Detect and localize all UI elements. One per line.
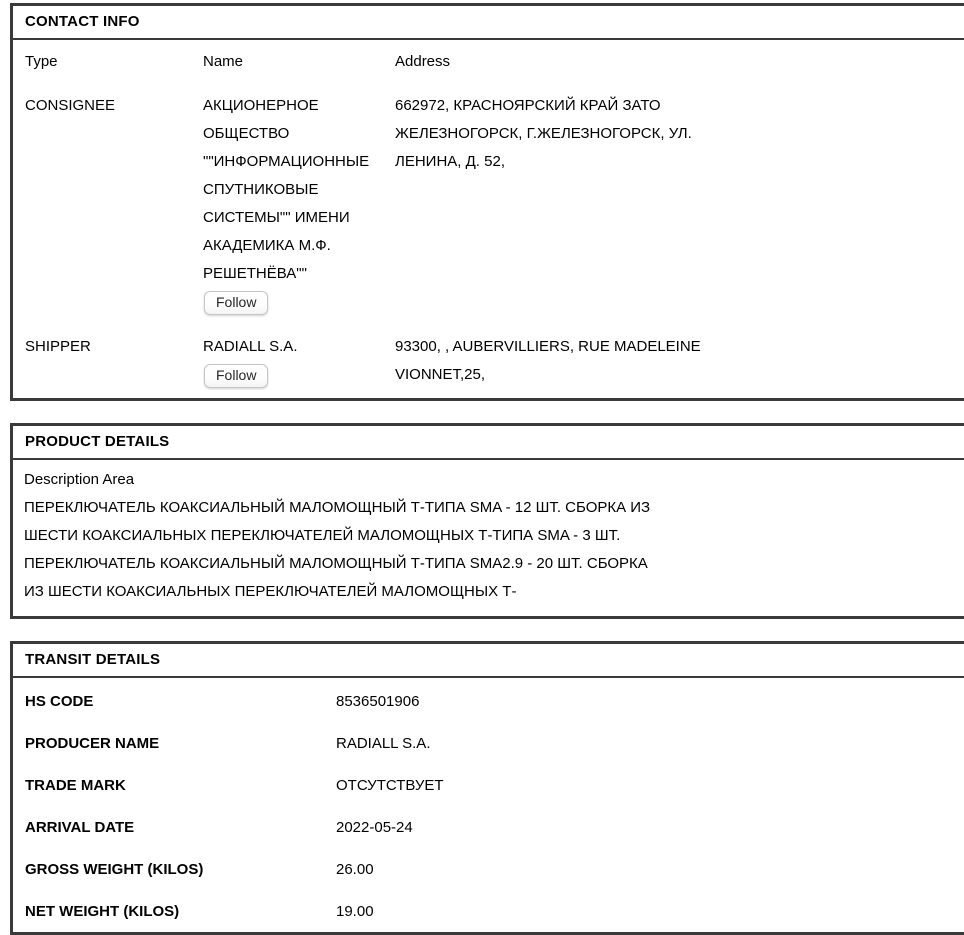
contact-address-shipper: 93300, , AUBERVILLIERS, RUE MADELEINE VIONNET,25, — [395, 338, 701, 383]
column-header-address: Address — [395, 53, 451, 70]
transit-value: 2022-05-24 — [336, 819, 413, 836]
transit-details-section — [10, 641, 964, 935]
contact-info-section — [10, 3, 964, 401]
contact-type-shipper: SHIPPER — [25, 338, 91, 355]
transit-label: ARRIVAL DATE — [25, 819, 135, 836]
transit-label: PRODUCER NAME — [25, 735, 160, 752]
contact-name-cell-shipper — [191, 325, 383, 398]
transit-value: 26.00 — [336, 861, 374, 878]
transit-row-arrival-date — [13, 804, 964, 846]
contact-address-consignee: 662972, КРАСНОЯРСКИЙ КРАЙ ЗАТО ЖЕЛЕЗНОГОРСК, Г.ЖЕЛЕЗНОГОРСК, УЛ. ЛЕНИНА, Д. 52, — [395, 97, 692, 170]
product-details-title: PRODUCT DETAILS — [13, 426, 964, 460]
transit-row-net-weight — [13, 888, 964, 930]
column-header-type: Type — [25, 53, 58, 70]
contact-header-row — [13, 40, 964, 84]
transit-value: RADIALL S.A. — [336, 735, 431, 752]
transit-row-gross-weight — [13, 846, 964, 888]
transit-value: ОТСУТСТВУЕТ — [336, 777, 444, 794]
spacer-cell — [755, 40, 964, 84]
product-details-section — [10, 423, 964, 619]
table-row-consignee — [13, 84, 964, 325]
spacer-cell — [755, 325, 964, 398]
transit-label: NET WEIGHT (KILOS) — [25, 903, 180, 920]
transit-row-hs-code — [13, 678, 964, 720]
contact-name-cell-consignee — [191, 84, 383, 325]
description-area-label: Description Area — [24, 471, 135, 488]
column-header-name: Name — [203, 53, 244, 70]
contact-name-shipper: RADIALL S.A. — [203, 338, 298, 355]
transit-row-producer-name — [13, 720, 964, 762]
transit-value: 8536501906 — [336, 693, 420, 710]
transit-label: GROSS WEIGHT (KILOS) — [25, 861, 204, 878]
contact-table — [13, 40, 964, 398]
contact-name-consignee: АКЦИОНЕРНОЕ ОБЩЕСТВО ""ИНФОРМАЦИОННЫЕ СПУТНИКОВЫЕ СИСТЕМЫ"" ИМЕНИ АКАДЕМИКА М.Ф. РЕШЕТНЁВА"" — [203, 97, 370, 282]
spacer-cell — [755, 84, 964, 325]
follow-button-shipper[interactable]: Follow — [204, 364, 268, 388]
follow-button-consignee[interactable]: Follow — [204, 291, 268, 315]
product-details-body — [13, 460, 964, 616]
contact-type-consignee: CONSIGNEE — [25, 97, 116, 114]
contact-info-title: CONTACT INFO — [13, 6, 964, 40]
transit-label: TRADE MARK — [25, 777, 126, 794]
table-row-shipper — [13, 325, 964, 398]
transit-table — [13, 678, 964, 932]
transit-value: 19.00 — [336, 903, 374, 920]
transit-details-title: TRANSIT DETAILS — [13, 644, 964, 678]
product-description: ПЕРЕКЛЮЧАТЕЛЬ КОАКСИАЛЬНЫЙ МАЛОМОЩНЫЙ Т-ТИПА SMA - 12 ШТ. СБОРКА ИЗ ШЕСТИ КОАКСИАЛЬНЫХ ПЕРЕКЛЮЧАТЕЛЕЙ МАЛОМОЩНЫХ Т-ТИПА SMA - 3 ШТ. ПЕРЕКЛЮЧАТЕЛЬ КОАКСИАЛЬНЫЙ МАЛОМОЩНЫЙ Т-ТИПА SMA2.9 - 20 ШТ. СБОРКА ИЗ ШЕСТИ КОАКСИАЛЬНЫХ ПЕРЕКЛЮЧАТЕЛЕЙ МАЛОМОЩНЫХ Т- — [24, 499, 651, 600]
transit-row-trade-mark — [13, 762, 964, 804]
transit-label: HS CODE — [25, 693, 94, 710]
